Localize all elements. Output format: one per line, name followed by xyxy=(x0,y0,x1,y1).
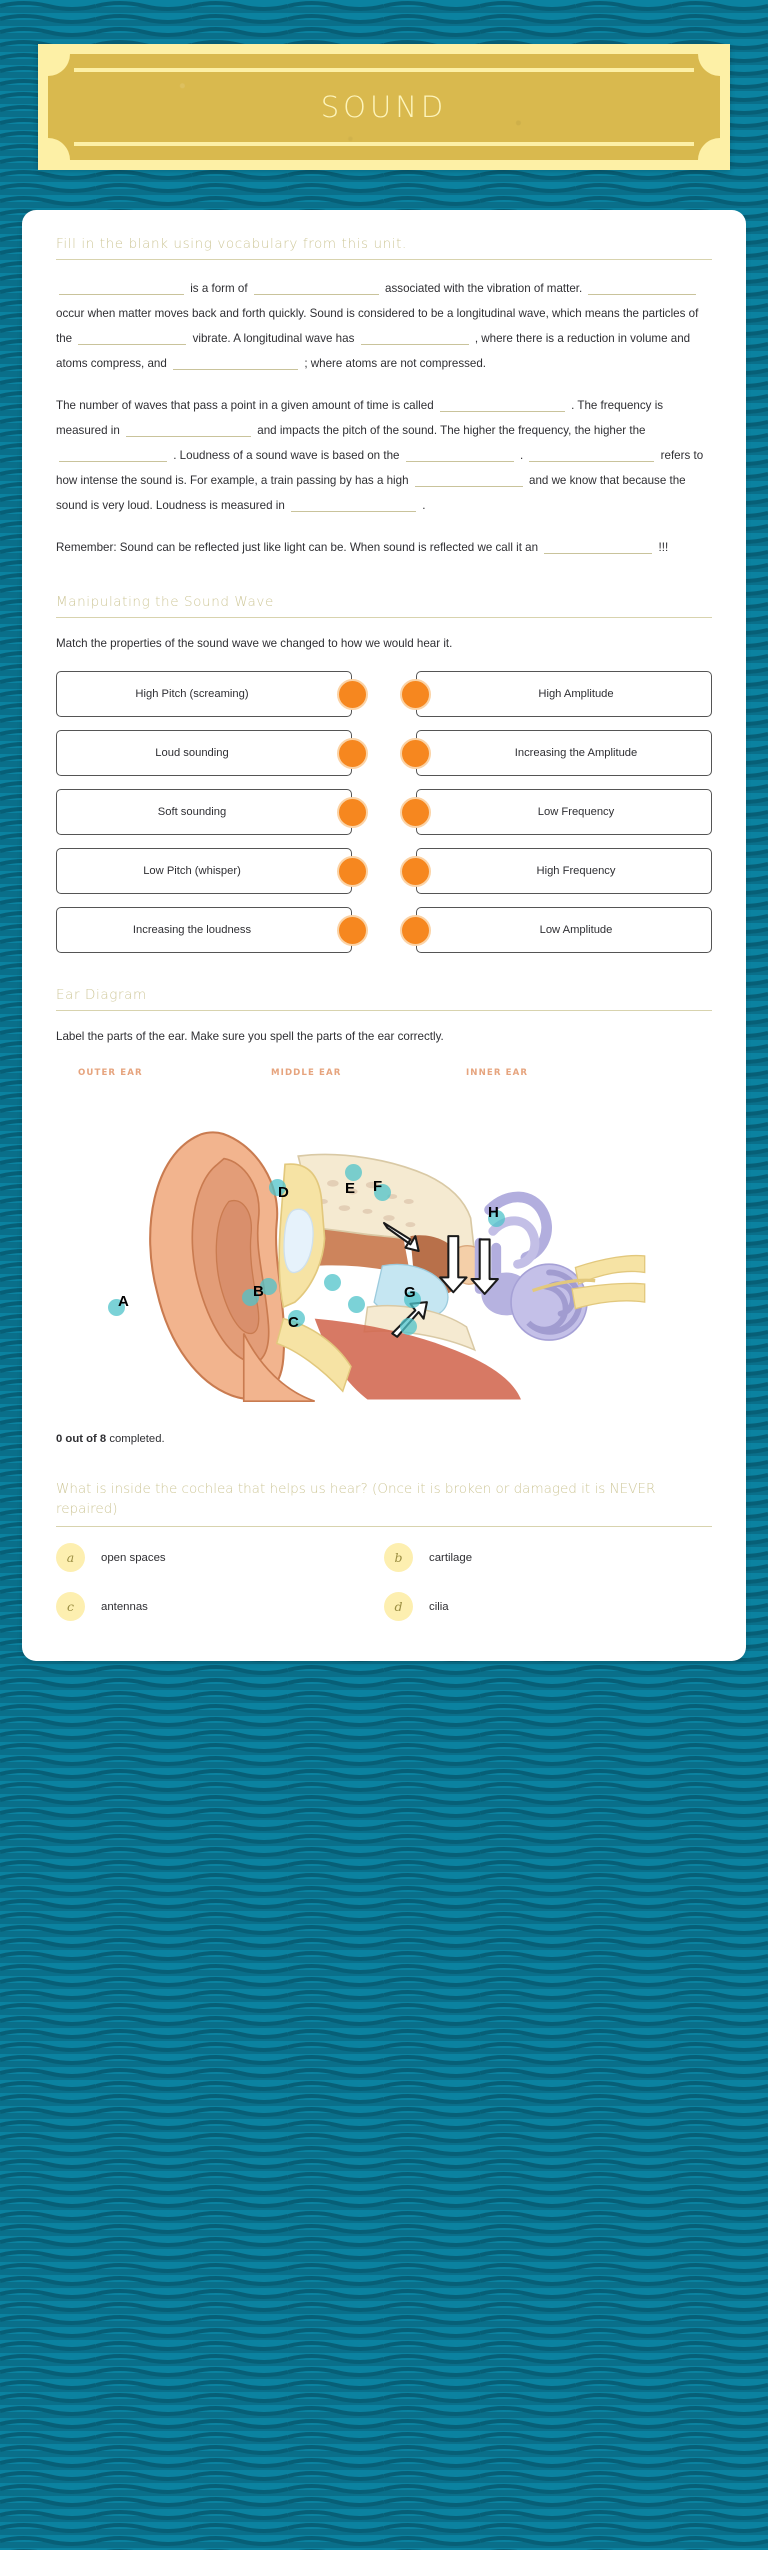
mc-text-b: cartilage xyxy=(429,1551,473,1564)
match-label-right-1: High Amplitude xyxy=(416,671,712,717)
match-label-left-2: Loud sounding xyxy=(56,730,352,776)
blank-input-3[interactable] xyxy=(588,279,696,295)
blank-input-11[interactable] xyxy=(529,446,654,462)
fill-paragraph-1 xyxy=(56,276,712,376)
ear-diagram-heading: Ear Diagram xyxy=(56,987,147,1003)
ear-diagram-container xyxy=(56,1068,712,1445)
fill-text-2f: refers to how intense the sound is. For example, a train passing by has a high xyxy=(56,449,704,487)
mc-text-c: antennas xyxy=(101,1600,148,1613)
match-label-right-5: Low Amplitude xyxy=(416,907,712,953)
match-label-left-4: Low Pitch (whisper) xyxy=(56,848,352,894)
fill-in-blank-heading: Fill in the blank using vocabulary from this unit. xyxy=(56,236,407,252)
fill-text-3b: !!! xyxy=(658,541,669,554)
ear-anatomy-illustration xyxy=(56,1086,712,1416)
fill-text-1b: associated with the vibration of matter. xyxy=(385,282,583,295)
ear-label-target-extra-2[interactable] xyxy=(324,1274,341,1291)
blank-input-1[interactable] xyxy=(59,279,184,295)
matching-heading: Manipulating the Sound Wave xyxy=(56,594,274,610)
multiple-choice-section xyxy=(56,1479,712,1621)
matching-grid xyxy=(56,671,712,953)
mc-badge-c: c xyxy=(56,1592,85,1621)
mc-badge-d: d xyxy=(384,1592,413,1621)
matching-section xyxy=(56,594,712,953)
ear-label-target-e[interactable] xyxy=(345,1164,362,1181)
ear-progress-status xyxy=(56,1433,712,1445)
match-label-right-3: Low Frequency xyxy=(416,789,712,835)
mc-badge-a: a xyxy=(56,1543,85,1572)
fill-text-3a: Remember: Sound can be reflected just like light can be. When sound is reflected we call it an xyxy=(56,541,539,554)
match-connector-dot-left-5[interactable] xyxy=(337,915,368,946)
match-connector-dot-left-4[interactable] xyxy=(337,856,368,887)
banner-corner-top-left xyxy=(48,54,70,76)
section-divider xyxy=(56,1526,712,1527)
fill-in-blank-section xyxy=(56,236,712,560)
mc-option-c[interactable] xyxy=(56,1592,384,1621)
ear-region-middle: MIDDLE EAR xyxy=(271,1068,342,1078)
match-item-right-3[interactable] xyxy=(416,789,712,835)
multiple-choice-question: What is inside the cochlea that helps us hear? (Once it is broken or damaged it is NEVER repaired) xyxy=(56,1481,656,1517)
blank-input-12[interactable] xyxy=(415,471,523,487)
match-connector-dot-left-1[interactable] xyxy=(337,679,368,710)
match-label-left-5: Increasing the loudness xyxy=(56,907,352,953)
worksheet-title: SOUND xyxy=(320,90,448,124)
fill-text-1e: , where there is a reduction in volume and atoms compress, and xyxy=(56,332,691,370)
fill-text-2d: . Loudness of a sound wave is based on the xyxy=(173,449,400,462)
mc-badge-b: b xyxy=(384,1543,413,1572)
ear-letter-d: D xyxy=(278,1184,289,1201)
match-label-left-3: Soft sounding xyxy=(56,789,352,835)
banner-corner-bottom-left xyxy=(48,138,70,160)
blank-input-13[interactable] xyxy=(291,496,416,512)
match-connector-dot-right-2[interactable] xyxy=(400,738,431,769)
mc-option-d[interactable] xyxy=(384,1592,712,1621)
ear-progress-count: 0 out of 8 xyxy=(56,1433,107,1445)
match-label-right-2: Increasing the Amplitude xyxy=(416,730,712,776)
fill-text-2b: . The frequency is measured in xyxy=(56,399,664,437)
blank-input-8[interactable] xyxy=(126,421,251,437)
ear-label-target-extra-3[interactable] xyxy=(348,1296,365,1313)
fill-paragraph-3 xyxy=(56,535,712,560)
matching-right-column xyxy=(384,671,712,953)
ear-label-target-extra-4[interactable] xyxy=(400,1318,417,1335)
page-bottom-spacer xyxy=(0,1701,768,1747)
banner-rule-bottom xyxy=(74,142,694,146)
multiple-choice-options xyxy=(56,1543,712,1621)
fill-text-1f: ; where atoms are not compressed. xyxy=(304,357,487,370)
blank-input-9[interactable] xyxy=(59,446,167,462)
match-item-right-1[interactable] xyxy=(416,671,712,717)
banner-rule-top xyxy=(74,68,694,72)
match-item-left-3[interactable] xyxy=(56,789,352,835)
match-label-right-4: High Frequency xyxy=(416,848,712,894)
match-item-left-5[interactable] xyxy=(56,907,352,953)
worksheet-card xyxy=(22,210,746,1661)
mc-option-b[interactable] xyxy=(384,1543,712,1572)
ear-region-outer: OUTER EAR xyxy=(78,1068,143,1078)
fill-text-2g: and we know that because the sound is very loud. Loudness is measured in xyxy=(56,474,686,512)
ear-region-label-row xyxy=(56,1068,712,1086)
ear-letter-g: G xyxy=(404,1284,416,1301)
ear-letter-b: B xyxy=(253,1283,264,1300)
matching-instructions: Match the properties of the sound wave we changed to how we would hear it. xyxy=(56,637,453,650)
banner-corner-bottom-right xyxy=(698,138,720,160)
match-connector-dot-right-5[interactable] xyxy=(400,915,431,946)
match-connector-dot-right-4[interactable] xyxy=(400,856,431,887)
ear-letter-e: E xyxy=(345,1180,356,1197)
ear-region-inner: INNER EAR xyxy=(466,1068,529,1078)
blank-input-10[interactable] xyxy=(406,446,514,462)
ear-diagram-section xyxy=(56,987,712,1445)
fill-text-1c: occur when matter moves back and forth quickly. Sound is considered to be a longitudinal wave, which means the particles of the xyxy=(56,307,699,345)
title-banner xyxy=(38,44,730,170)
mc-option-a[interactable] xyxy=(56,1543,384,1572)
banner-container xyxy=(0,0,768,210)
matching-left-column xyxy=(56,671,384,953)
fill-text-2c: and impacts the pitch of the sound. The higher the frequency, the higher the xyxy=(257,424,646,437)
section-divider xyxy=(56,1010,712,1011)
ear-letter-c: C xyxy=(288,1314,299,1331)
match-label-left-1: High Pitch (screaming) xyxy=(56,671,352,717)
blank-input-5[interactable] xyxy=(361,329,469,345)
blank-input-14[interactable] xyxy=(544,538,652,554)
fill-paragraph-2 xyxy=(56,393,712,518)
match-connector-dot-left-3[interactable] xyxy=(337,797,368,828)
fill-text-2h: . xyxy=(422,499,426,512)
blank-input-2[interactable] xyxy=(254,279,379,295)
fill-text-1a: is a form of xyxy=(190,282,248,295)
banner-inner xyxy=(48,54,720,160)
mc-text-a: open spaces xyxy=(101,1551,166,1564)
fill-text-1d: vibrate. A longitudinal wave has xyxy=(192,332,355,345)
match-item-right-5[interactable] xyxy=(416,907,712,953)
match-connector-dot-right-1[interactable] xyxy=(400,679,431,710)
section-divider xyxy=(56,259,712,260)
match-connector-dot-left-2[interactable] xyxy=(337,738,368,769)
match-item-left-2[interactable] xyxy=(56,730,352,776)
mc-text-d: cilia xyxy=(429,1600,449,1613)
fill-text-2a: The number of waves that pass a point in a given amount of time is called xyxy=(56,399,434,412)
fill-text-2e: . xyxy=(519,449,524,462)
ear-illustration-box xyxy=(56,1086,712,1421)
match-item-right-2[interactable] xyxy=(416,730,712,776)
match-connector-dot-right-3[interactable] xyxy=(400,797,431,828)
ear-diagram-instructions: Label the parts of the ear. Make sure you spell the parts of the ear correctly. xyxy=(56,1030,444,1043)
match-item-right-4[interactable] xyxy=(416,848,712,894)
ear-letter-f: F xyxy=(373,1178,383,1195)
blank-input-4[interactable] xyxy=(78,329,186,345)
ear-letter-a: A xyxy=(118,1293,129,1310)
ear-progress-suffix: completed. xyxy=(106,1433,165,1445)
banner-corner-top-right xyxy=(698,54,720,76)
blank-input-6[interactable] xyxy=(173,354,298,370)
blank-input-7[interactable] xyxy=(440,396,565,412)
match-item-left-4[interactable] xyxy=(56,848,352,894)
section-divider xyxy=(56,617,712,618)
ear-letter-h: H xyxy=(488,1204,499,1221)
match-item-left-1[interactable] xyxy=(56,671,352,717)
